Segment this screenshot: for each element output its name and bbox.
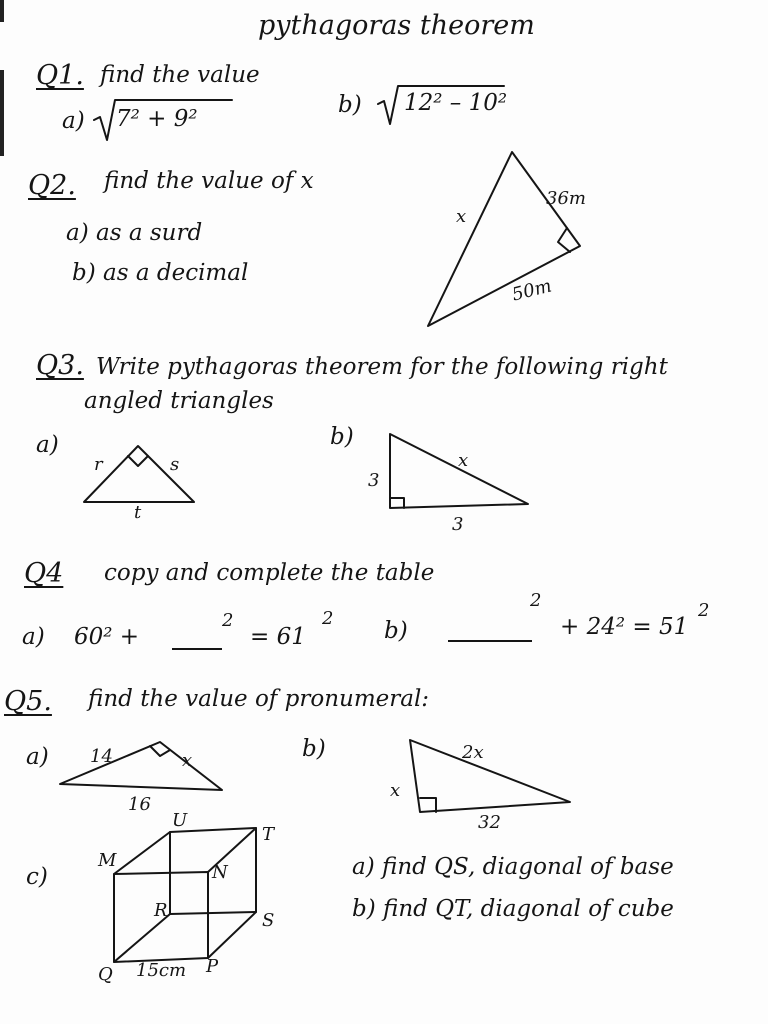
q2-part-b: b) as a decimal	[72, 260, 249, 286]
q3-a-triangle	[84, 446, 194, 502]
q2-part-a: a) as a surd	[66, 220, 203, 246]
q4-prompt: copy and complete the table	[104, 560, 435, 586]
q4-b-exponent: 2	[530, 590, 542, 611]
q1-prompt: find the value	[100, 62, 260, 88]
q1-b-label: b)	[338, 92, 362, 118]
q5-a-triangle	[60, 742, 222, 790]
q2-number: Q2.	[28, 170, 76, 201]
cube-vertex-N: N	[212, 862, 228, 883]
cube-vertex-U: U	[172, 810, 188, 831]
q1-a-expression: 7² + 9²	[116, 106, 198, 132]
q3-b-right-angle	[390, 498, 404, 508]
q3-a-label: a)	[36, 432, 59, 458]
q5-b-right-angle	[420, 798, 436, 812]
q4-b-label: b)	[384, 618, 408, 644]
q5-c-part-b: b) find QT, diagonal of cube	[352, 896, 674, 922]
q3-b-side-3-horizontal: 3	[452, 514, 464, 535]
q2-triangle	[428, 152, 580, 326]
q3-b-label: b)	[330, 424, 354, 450]
cube-vertex-Q: Q	[98, 964, 113, 985]
cube-vertex-P: P	[206, 956, 219, 977]
q1-b-radical	[378, 86, 504, 124]
q5-b-side-2x: 2x	[462, 742, 484, 763]
q2-right-angle	[558, 228, 570, 252]
q5-b-side-32: 32	[478, 812, 501, 833]
q1-a-label: a)	[62, 108, 85, 134]
q2-prompt: find the value of x	[104, 168, 314, 194]
q4-a-right: = 61	[250, 624, 306, 650]
page-title: pythagoras theorem	[258, 10, 535, 41]
q3-a-side-r: r	[94, 454, 103, 475]
q5-a-side-14: 14	[90, 746, 113, 767]
cube-vertex-R: R	[154, 900, 168, 921]
q4-b-right: + 24² = 51	[560, 614, 689, 640]
q4-a-left: 60² +	[74, 624, 140, 650]
q2-side-50m: 50m	[509, 275, 554, 306]
q5-a-side-16: 16	[128, 794, 151, 815]
q3-line2: angled triangles	[84, 388, 274, 414]
q4-b-right-exponent: 2	[698, 600, 710, 621]
cube-vertex-T: T	[262, 824, 275, 845]
q5-c-part-a: a) find QS, diagonal of base	[352, 854, 674, 880]
cube-vertex-S: S	[262, 910, 275, 931]
q1-number: Q1.	[36, 60, 84, 91]
q4-number: Q4	[24, 558, 64, 589]
q3-b-triangle	[390, 434, 528, 508]
q3-number: Q3.	[36, 350, 84, 381]
q5-b-label: b)	[302, 736, 326, 762]
q4-a-right-exponent: 2	[322, 608, 334, 629]
q3-a-side-s: s	[170, 454, 180, 475]
q5-cube	[114, 828, 256, 962]
q5-c-label: c)	[26, 864, 48, 890]
cube-base-length: 15cm	[136, 960, 187, 981]
q5-b-side-x: x	[390, 780, 401, 801]
q4-a-exponent: 2	[222, 610, 234, 631]
q1-a-radical	[94, 100, 232, 140]
q5-b-triangle	[410, 740, 570, 812]
q5-prompt: find the value of pronumeral:	[88, 686, 430, 712]
cube-vertex-M: M	[98, 850, 117, 871]
q3-a-right-angle	[128, 456, 148, 466]
q3-b-side-x: x	[458, 450, 469, 471]
q3-line1: Write pythagoras theorem for the following right	[96, 354, 668, 380]
q3-a-side-t: t	[134, 502, 142, 523]
q1-b-expression: 12² – 10²	[404, 90, 508, 116]
q5-a-side-x: x	[182, 750, 193, 771]
q5-a-label: a)	[26, 744, 49, 770]
q3-b-side-3-vertical: 3	[368, 470, 380, 491]
q2-side-x: x	[456, 206, 467, 227]
q4-a-label: a)	[22, 624, 45, 650]
q2-side-36m: 36m	[546, 188, 586, 209]
q5-number: Q5.	[4, 686, 52, 717]
